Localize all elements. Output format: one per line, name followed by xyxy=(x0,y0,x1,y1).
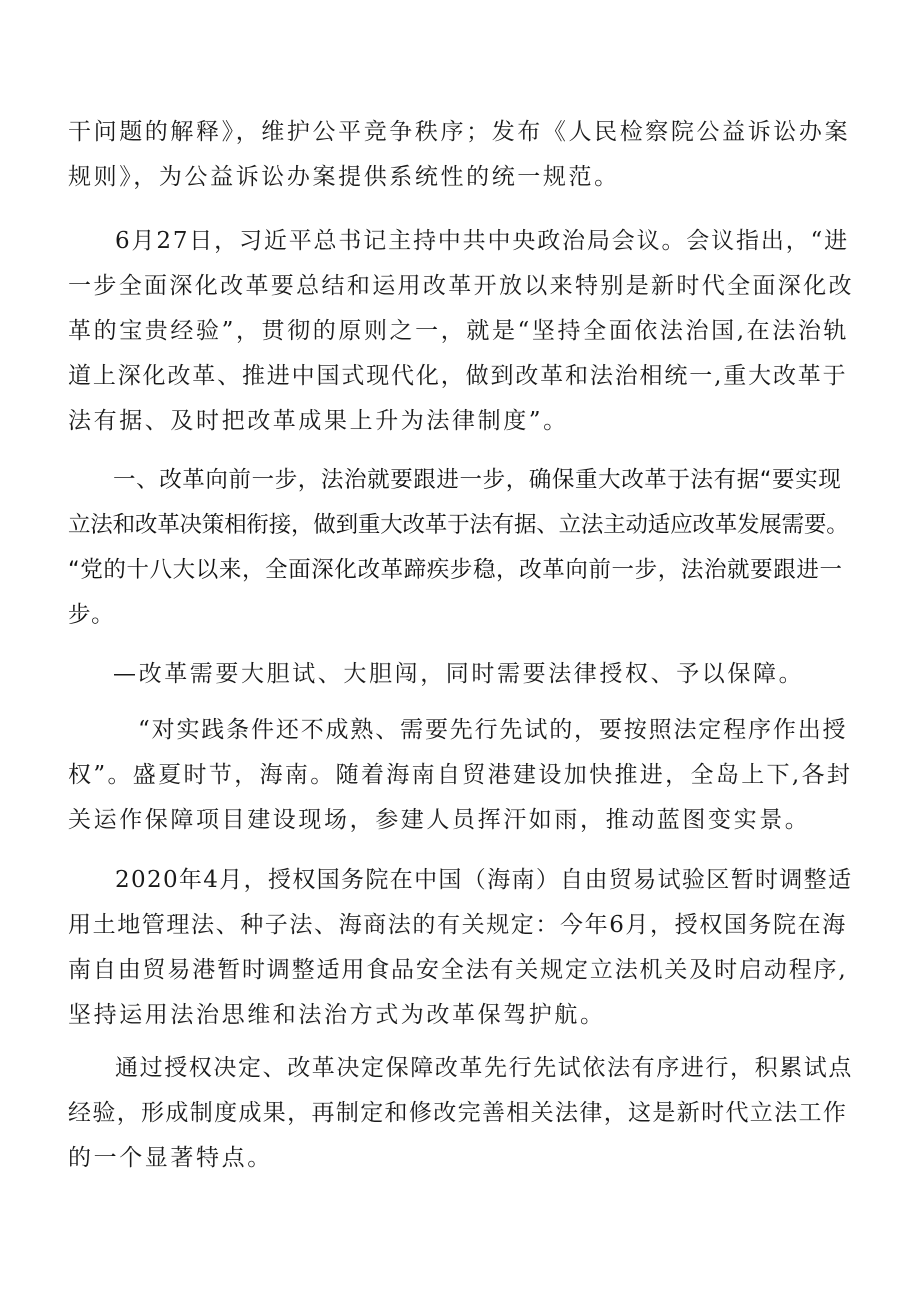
text-line: 革的宝贵经验”，贯彻的原则之一，就是“坚持全面依法治国,在法治轨 xyxy=(68,318,850,344)
text-line: 2020年4月，授权国务院在中国（海南）自由贸易试验区暂时调整适 xyxy=(115,867,853,893)
text-line: 关运作保障项目建设现场，参建人员挥汗如雨，推动蓝图变实景。 xyxy=(68,807,811,833)
text-line: 立法和改革决策相衔接，做到重大改革于法有据、立法主动适应改革发展需要。 xyxy=(68,512,849,538)
paragraph-3 xyxy=(68,458,853,638)
text-line: 道上深化改革、推进中国式现代化，做到改革和法治相统一,重大改革于 xyxy=(68,363,848,389)
paragraph-7 xyxy=(68,1046,853,1181)
text-line: 权”。盛夏时节，海南。随着海南自贸港建设加快推进，全岛上下,各封 xyxy=(68,762,853,788)
text-line: 干问题的解释》，维护公平竞争秩序；发布《人民检察院公益诉讼办案 xyxy=(68,119,851,145)
text-line: “党的十八大以来，全面深化改革蹄疾步稳，改革向前一步，法治就要跟进一 xyxy=(68,557,843,583)
paragraph-6 xyxy=(68,858,853,1038)
text-line: “对实践条件还不成熟、需要先行先试的，要按照法定程序作出授 xyxy=(138,717,848,743)
text-line: —改革需要大胆试、大胆闯，同时需要法律授权、予以保障。 xyxy=(113,661,805,687)
text-line: 6月27日，习近平总书记主持中共中央政治局会议。会议指出，“进 xyxy=(115,228,850,254)
text-line: 经验，形成制度成果，再制定和修改完善相关法律，这是新时代立法工作 xyxy=(68,1100,848,1126)
paragraph-4 xyxy=(68,652,853,697)
text-line: 用土地管理法、种子法、海商法的有关规定：今年6月，授权国务院在海 xyxy=(68,912,847,938)
paragraph-1 xyxy=(68,110,853,200)
text-line: 南自由贸易港暂时调整适用食品安全法有关规定立法机关及时启动程序, xyxy=(68,957,848,983)
text-line: 一、改革向前一步，法治就要跟进一步，确保重大改革于法有据“要实现 xyxy=(113,467,842,493)
text-line: 步。 xyxy=(68,602,115,628)
text-line: 通过授权决定、改革决定保障改革先行先试依法有序进行，积累试点 xyxy=(115,1055,853,1081)
text-line: 规则》，为公益诉讼办案提供系统性的统一规范。 xyxy=(68,164,620,190)
paragraph-5 xyxy=(68,708,853,843)
text-line: 的一个显著特点。 xyxy=(68,1145,273,1171)
paragraph-2 xyxy=(68,219,853,444)
text-line: 坚持运用法治思维和法治方式为改革保驾护航。 xyxy=(68,1002,606,1028)
text-line: 法有据、及时把改革成果上升为法律制度”。 xyxy=(68,408,569,434)
text-line: 一步全面深化改革要总结和运用改革开放以来特别是新时代全面深化改 xyxy=(68,273,854,299)
